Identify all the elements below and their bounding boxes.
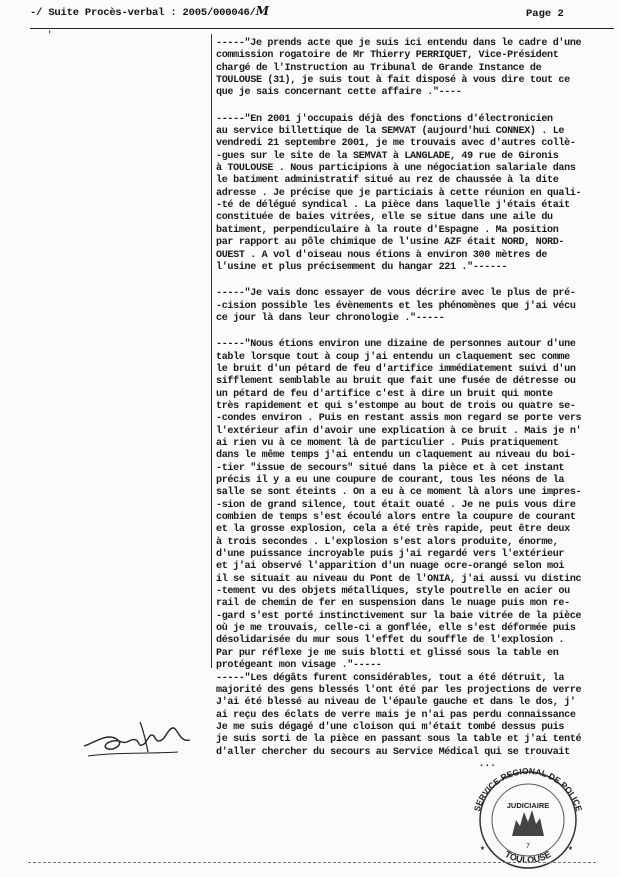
stamp-top-text: SERVICE REGIONAL DE POLICE <box>471 765 585 813</box>
stamp-emblem-icon <box>512 810 544 836</box>
header-prefix: -/ <box>30 7 49 19</box>
stamp-middle-text: JUDICIAIRE <box>506 801 550 810</box>
stamp-number: 7 <box>526 843 530 850</box>
page-number: Page 2 <box>526 8 564 20</box>
margin-line <box>211 34 212 668</box>
margin-mark: ' <box>47 30 53 40</box>
stamp-bottom-text: TOULOUSE <box>503 849 553 866</box>
header-label: Suite Procès-verbal : 2005/000046/ <box>48 7 256 19</box>
paragraph-events: -----"Nous étions environ une dizaine de personnes autour d'une table lorsque tout à coup j'ai entendu un claquement sec comme le bruit d'un pétard de feu d'artifice immédiatement suivi d'un sifflement semblable au bruit que fait une fusée de détresse ou un pétard de feu d'artifice c'est à dire un bruit qui monte très rapidement et qui s'estompe au bout de trois ou quatre se- -condes environ . Puis en restant assis mon regard se porte vers l'extérieur afin d'avoir une explication à ce bruit . Mais je n' ai rien vu à ce moment là de particulier . Puis pratiquement dans le même temps j'ai entendu un claquement au niveau du boi- -tier "issue de secours" situé dans la pièce et à cet instant précis il y a eu une coupure de courant, tous les néons de la salle se sont éteints . On a eu à ce moment là alors une impres- -sion de grand silence, tout était ouaté . Je ne puis vous dire combien de temps s'est écoulé alors entre la coupure de courant et la grosse explosion, cela a été très rapide, peut être deux à trois secondes . L'explosion s'est alors produite, énorme, d'une puissance incroyable puis j'ai regardé vers l'extérieur et j'ai observé l'apparition d'un nuage ocre-orangé selon moi il se situait au niveau du Pont de l'ONIA, j'ai aussi vu distinc -tement vu des objets métalliques, style poutrelle en acier ou rail de chemin de fer en suspension dans le nuage puis mon re- -gard s'est porté instinctivement sur la baie vitrée de la pièce où je me trouvais, celle-ci a gonflée, elle s'est déformée puis désolidarisée du mur sous l'effet du souffle de l'explosion . Par pur réflexe je me suis blotti et glissé sous la table en protégeant mon visage ."----- <box>216 339 582 672</box>
paragraph-context: -----"En 2001 j'occupais déjà des fonctions d'électronicien au service billettique de la SEMVAT (aujourd'hui CONNEX) . Le vendredi 21 septembre 2001, je me trouvais avec d'autres collè- -gues sur le site de la SEMVAT à LANGLADE, 49 rue de Gironis à TOULOUSE . Nous participions à une négociation salariale dans le batiment administratif situé au rez de chaussée à la dite adresse . Je précise que je particiais à cette réunion en quali- -té de délégué syndical . La pièce dans laquelle j'étais était constituée de baies vitrées, elle se situe dans une aile du batiment, perpendiculaire à la route d'Espagne . Ma position par rapport au pôle chimique de l'usine AZF était NORD, NORD- OUEST . A vol d'oiseau nous étions à environ 300 mètres de l'usine et plus précisemment du hangar 221 ."------ <box>216 113 582 273</box>
paragraph-commission: -----"Je prends acte que je suis ici entendu dans le cadre d'une commission rogatoire de Mr Thierry PERRIQUET, Vice-Président chargé de l'Instruction au Tribunal de Grande Instance de TOULOUSE (31), je suis tout à fait disposé à vous dire tout ce que je sais concernant cette affaire ."---- <box>216 38 582 99</box>
header-rule <box>30 28 614 29</box>
paragraph-intro: -----"Je vais donc essayer de vous décrire avec le plus de pré- -cision possible les évènements et les phénomènes que j'ai vécu ce jour là dans leur chronologie ."----- <box>216 288 576 324</box>
footer-rule <box>28 862 596 863</box>
stamp-star-icon: ★ <box>568 844 573 853</box>
paragraph-damage: -----"Les dégâts furent considérables, tout a été détruit, la majorité des gens blessés l'ont été par les projections de verre J'ai été blessé au niveau de l'épaule gauche et dans le dos, j' ai reçu des éclats de verre mais je n'ai pas perdu connaissance Je me suis dégagé d'une cloison qui m'était tombé dessus puis je suis sorti de la pièce en passant sous la table et j'ai tenté d'aller chercher du secours au Service Médical qui se trouvait ... <box>216 672 582 770</box>
handwritten-signature <box>78 702 198 762</box>
document-reference <box>30 4 269 19</box>
stamp-star-icon: ★ <box>480 844 485 853</box>
handwritten-suffix: M <box>255 4 269 18</box>
statement-body <box>216 38 618 771</box>
police-stamp <box>462 762 594 870</box>
page-header <box>0 4 620 26</box>
